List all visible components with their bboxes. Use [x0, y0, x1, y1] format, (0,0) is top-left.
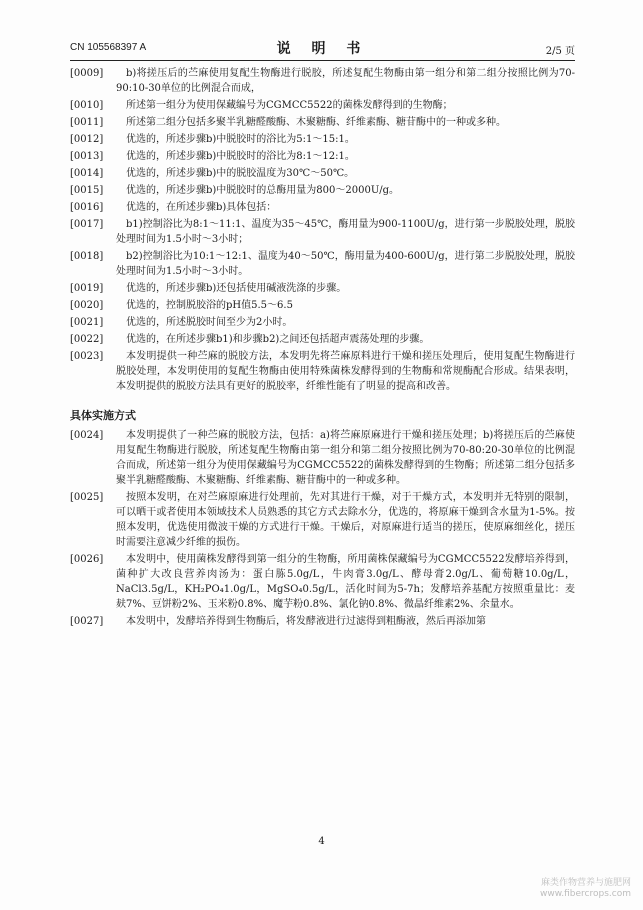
paragraph-number: [0016] — [70, 202, 104, 213]
paragraph — [70, 332, 575, 347]
header-divider — [70, 60, 575, 61]
paragraph-text: 本发明中，使用菌株发酵得到第一组分的生物酶，所用菌株保藏编号为CGMCC5522发酵培养得到，菌种扩大改良营养肉汤为：蛋白胨5.0g/L，牛肉膏3.0g/L、酵母膏2.0g/L、葡萄糖10.0g/L，NaCl3.5g/L，KH₂PO₄1.0g/L，MgSO₄0.5g/L，活化时间为5-7h；发酵培养基配方按照重量比：麦麸7%、豆饼粉2%、玉米粉0.8%、魔芋粉0.8%、氯化钠0.8%、微晶纤维素2%、余量水。 — [116, 554, 575, 610]
paragraph-text: 优选的，所述脱胶时间至少为2小时。 — [126, 317, 293, 328]
paragraph-number: [0009] — [70, 68, 104, 79]
watermark-line2: www.fibercrops.com — [540, 889, 631, 899]
paragraph — [70, 490, 575, 550]
paragraph-number: [0022] — [70, 334, 104, 345]
paragraph-text: b2)控制浴比为10:1～12:1、温度为40～50℃，酶用量为400-600U/g，进行第二步脱胶处理，脱胶处理时间为1.5小时～3小时。 — [116, 251, 575, 277]
paragraph-number: [0014] — [70, 168, 104, 179]
paragraph — [70, 149, 575, 164]
paragraph-text: 所述第一组分为使用保藏编号为CGMCC5522的菌株发酵得到的生物酶； — [126, 100, 453, 111]
paragraph-list-embodiment — [70, 428, 575, 629]
paragraph — [70, 166, 575, 181]
paragraph-number: [0015] — [70, 185, 104, 196]
paragraph-text: b1)控制浴比为8:1～11:1、温度为35～45℃，酶用量为900-1100U/g，进行第一步脱胶处理，脱胶处理时间为1.5小时～3小时； — [116, 219, 575, 245]
paragraph — [70, 66, 575, 96]
watermark-line1: 麻类作物营养与施肥网 — [540, 878, 631, 888]
paragraph-text: 优选的，所述步骤b)中脱胶时的总酶用量为800～2000U/g。 — [126, 185, 400, 196]
paragraph-number: [0027] — [70, 616, 104, 627]
paragraph-text: 本发明提供一种苎麻的脱胶方法，本发明先将苎麻原料进行干燥和搓压处理后，使用复配生物酶进行脱胶处理，本发明使用的复配生物酶由使用特殊菌株发酵得到的生物酶和常规酶配合形成。结果表明，本发明提供的脱胶方法具有更好的脱胶率，纤维性能有了明显的提高和改善。 — [116, 351, 575, 392]
paragraph — [70, 614, 575, 629]
paragraph — [70, 217, 575, 247]
paragraph-text: 优选的，控制脱胶浴的pH值5.5～6.5 — [126, 300, 293, 311]
paragraph-number: [0017] — [70, 219, 104, 230]
paragraph-text: 所述第二组分包括多聚半乳糖醛酸酶、木聚糖酶、纤维素酶、糖苷酶中的一种或多种。 — [126, 117, 506, 128]
paragraph — [70, 115, 575, 130]
paragraph-number: [0025] — [70, 492, 104, 503]
paragraph-text: 优选的，在所述步骤b1)和步骤b2)之间还包括超声震荡处理的步骤。 — [126, 334, 430, 345]
section-heading: 具体实施方式 — [70, 409, 136, 422]
document-body — [70, 66, 575, 631]
paragraph-number: [0021] — [70, 317, 104, 328]
paragraph — [70, 552, 575, 612]
paragraph-number: [0024] — [70, 430, 104, 441]
watermark — [526, 878, 631, 900]
paragraph-list — [70, 66, 575, 394]
paragraph-text: b)将搓压后的苎麻使用复配生物酶进行脱胶，所述复配生物酶由第一组分和第二组分按照比例为70-90:10-30单位的比例混合而成， — [116, 68, 575, 94]
paragraph — [70, 281, 575, 296]
paragraph-number: [0013] — [70, 151, 104, 162]
paragraph-number: [0019] — [70, 283, 104, 294]
paragraph — [70, 98, 575, 113]
paragraph-number: [0011] — [70, 117, 104, 128]
paragraph — [70, 249, 575, 279]
paragraph-text: 优选的，所述步骤b)中脱胶时的浴比为8:1～12:1。 — [126, 151, 355, 162]
paragraph — [70, 200, 575, 215]
paragraph-text: 本发明提供了一种苎麻的脱胶方法，包括：a)将苎麻原麻进行干燥和搓压处理；b)将搓压后的苎麻使用复配生物酶进行脱胶，所述复配生物酶由第一组分和第二组分按照比例为70-80:20-30单位的比例混合而成，所述第一组分为使用保藏编号为CGMCC5522的菌株发酵得到的生物酶；所述第二组分包括多聚半乳糖醛酸酶、木聚糖酶、纤维素酶、糖苷酶中的一种或多种。 — [116, 430, 575, 486]
paragraph-number: [0023] — [70, 351, 104, 362]
paragraph-number: [0010] — [70, 100, 104, 111]
paragraph-number: [0026] — [70, 554, 104, 565]
paragraph-text: 优选的，所述步骤b)中脱胶时的浴比为5:1～15:1。 — [126, 134, 355, 145]
paragraph — [70, 428, 575, 488]
paragraph-text: 本发明中，发酵培养得到生物酶后，将发酵液进行过滤得到粗酶液，然后再添加第 — [126, 616, 486, 627]
paragraph-number: [0018] — [70, 251, 104, 262]
patent-number: CN 105568397 A — [70, 42, 147, 53]
paragraph-number: [0020] — [70, 300, 104, 311]
paragraph-text: 优选的，在所述步骤b)具体包括： — [126, 202, 277, 213]
paragraph — [70, 183, 575, 198]
paragraph — [70, 298, 575, 313]
paragraph — [70, 132, 575, 147]
page-number: 4 — [318, 836, 325, 847]
document-title: 说 明 书 — [276, 41, 369, 57]
page-header — [70, 42, 575, 58]
page-indicator: 2/5 页 — [545, 46, 575, 57]
paragraph-text: 按照本发明，在对苎麻原麻进行处理前，先对其进行干燥，对于干燥方式，本发明并无特别的限制，可以晒干或者使用本领域技术人员熟悉的其它方式去除水分，优选的，将原麻干燥到含水量为1-5%。按照本发明，优选使用微波干燥的方式进行干燥。干燥后，对原麻进行适当的搓压，使原麻细丝化，搓压时需要注意减少纤维的损伤。 — [116, 492, 575, 548]
paragraph — [70, 349, 575, 394]
paragraph-text: 优选的，所述步骤b)中的脱胶温度为30℃～50℃。 — [126, 168, 355, 179]
paragraph-text: 优选的，所述步骤b)还包括使用碱液洗涤的步骤。 — [126, 283, 347, 294]
paragraph-number: [0012] — [70, 134, 104, 145]
paragraph — [70, 315, 575, 330]
